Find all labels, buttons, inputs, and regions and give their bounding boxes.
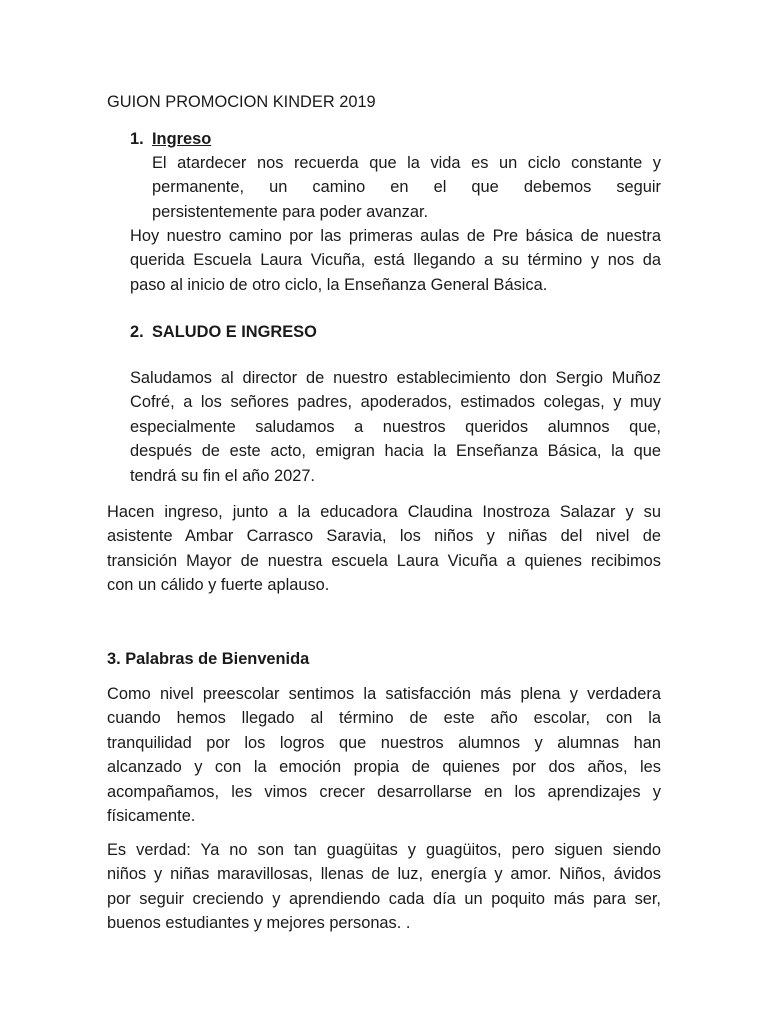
paragraph-line: asistente Ambar Carrasco Saravia, los niños y niñas del nivel de xyxy=(107,527,661,546)
paragraph-line: físicamente. xyxy=(107,807,196,826)
section-2-paragraph-2 xyxy=(107,500,661,598)
paragraph-line: permanente, un camino en el que debemos seguir xyxy=(152,178,661,197)
section-3-paragraph-1 xyxy=(107,682,661,828)
section-1-paragraph-2 xyxy=(130,224,661,297)
paragraph-line: Como nivel preescolar sentimos la satisfacción más plena y verdadera xyxy=(107,685,661,703)
paragraph-line: tranquilidad por los logros que nuestros alumnos y alumnas han xyxy=(107,733,661,752)
section-3-heading: 3. Palabras de Bienvenida xyxy=(107,650,310,668)
paragraph-line: Hacen ingreso, junto a la educadora Claudina Inostroza Salazar y su xyxy=(107,503,661,521)
paragraph-line: persistentemente para poder avanzar. xyxy=(152,202,429,221)
paragraph-line: acompañamos, les vimos crecer desarrollarse en los aprendizajes y xyxy=(107,782,661,801)
paragraph-line: con un cálido y fuerte aplauso. xyxy=(107,576,330,595)
section-3-paragraph-2 xyxy=(107,838,661,936)
section-1-heading: Ingreso xyxy=(152,130,212,148)
paragraph-line: Cofré, a los señores padres, apoderados, estimados colegas, y muy xyxy=(130,393,661,412)
paragraph-line: Es verdad: Ya no son tan guagüitas y guagüitos, pero siguen siendo xyxy=(107,841,661,859)
section-2-paragraph-1 xyxy=(130,366,661,488)
paragraph-line: por seguir creciendo y aprendiendo cada día un poquito más para ser, xyxy=(107,889,661,908)
section-1-paragraph-1 xyxy=(152,151,661,224)
paragraph-line: niños y niñas maravillosas, llenas de luz, energía y amor. Niños, ávidos xyxy=(107,865,661,884)
paragraph-line: Hoy nuestro camino por las primeras aulas de Pre básica de nuestra xyxy=(130,227,661,245)
paragraph-line: después de este acto, emigran hacia la Enseñanza Básica, la que xyxy=(130,442,661,461)
paragraph-line: Saludamos al director de nuestro establecimiento don Sergio Muñoz xyxy=(130,369,661,387)
paragraph-line: paso al inicio de otro ciclo, la Enseñanza General Básica. xyxy=(130,275,548,294)
paragraph-line: cuando hemos llegado al término de este año escolar, con la xyxy=(107,709,661,728)
section-2-number: 2. xyxy=(130,323,144,341)
document-title: GUION PROMOCION KINDER 2019 xyxy=(107,93,376,111)
paragraph-line: tendrá su fin el año 2027. xyxy=(130,466,315,485)
section-1-number: 1. xyxy=(130,130,144,148)
paragraph-line: buenos estudiantes y mejores personas. . xyxy=(107,914,411,933)
paragraph-line: alcanzado y con la emoción propia de quienes por dos años, les xyxy=(107,758,661,777)
paragraph-line: El atardecer nos recuerda que la vida es un ciclo constante y xyxy=(152,154,661,172)
section-2-heading: SALUDO E INGRESO xyxy=(152,323,317,341)
paragraph-line: querida Escuela Laura Vicuña, está llegando a su término y nos da xyxy=(130,251,661,270)
paragraph-line: transición Mayor de nuestra escuela Laura Vicuña a quienes recibimos xyxy=(107,551,661,570)
paragraph-line: especialmente saludamos a nuestros queridos alumnos que, xyxy=(130,417,661,436)
